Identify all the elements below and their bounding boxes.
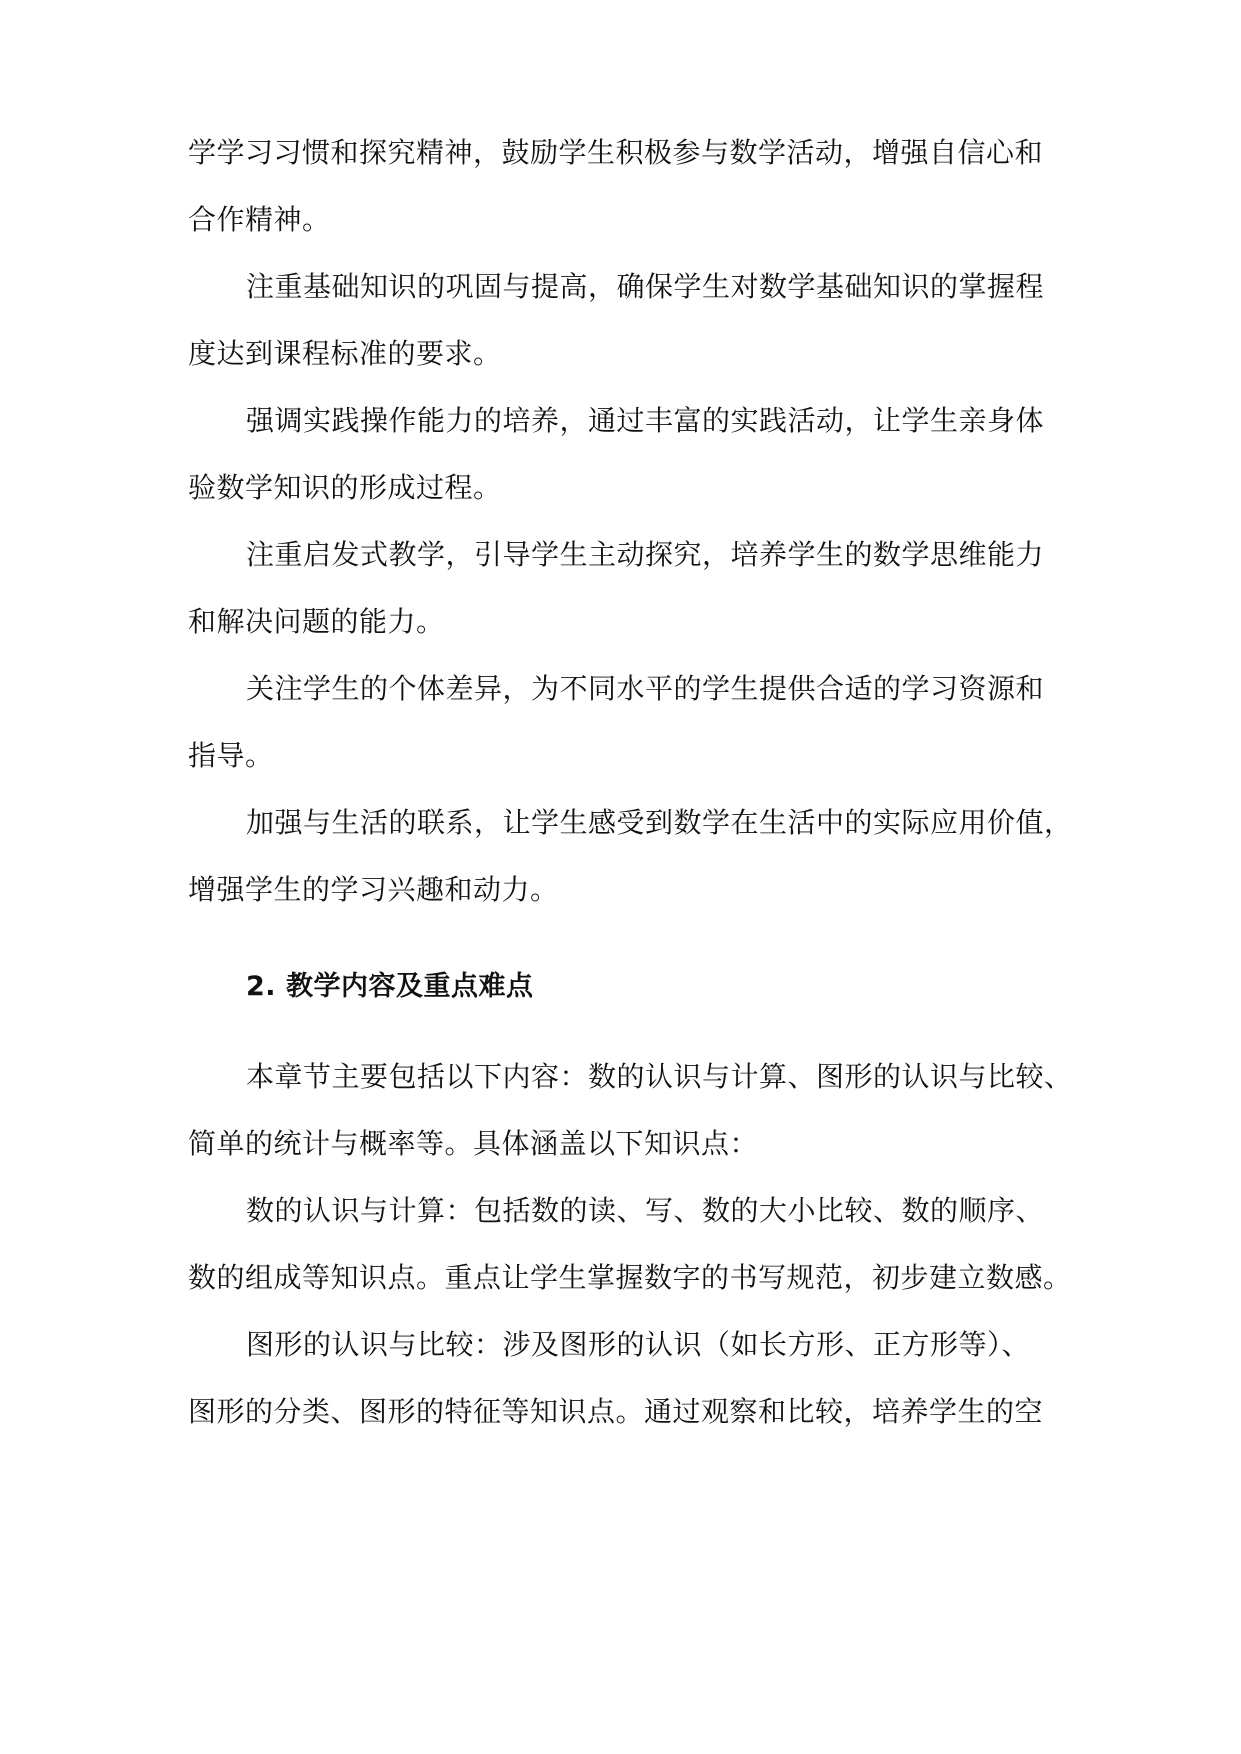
text-line: 增强学生的学习兴趣和动力。 bbox=[188, 873, 559, 906]
text-line: 简单的统计与概率等。具体涵盖以下知识点： bbox=[188, 1127, 759, 1160]
text-line: 数的认识与计算：包括数的读、写、数的大小比较、数的顺序、 bbox=[246, 1194, 1045, 1227]
text-line: 本章节主要包括以下内容：数的认识与计算、图形的认识与比较、 bbox=[246, 1060, 1073, 1093]
text-line: 验数学知识的形成过程。 bbox=[188, 471, 502, 504]
text-line: 关注学生的个体差异，为不同水平的学生提供合适的学习资源和 bbox=[246, 672, 1045, 705]
text-line: 和解决问题的能力。 bbox=[188, 605, 445, 638]
text-line: 加强与生活的联系，让学生感受到数学在生活中的实际应用价值， bbox=[246, 806, 1073, 839]
text-line: 指导。 bbox=[188, 739, 274, 772]
text-line: 注重基础知识的巩固与提高，确保学生对数学基础知识的掌握程 bbox=[246, 270, 1045, 303]
text-line: 度达到课程标准的要求。 bbox=[188, 337, 502, 370]
text-line: 强调实践操作能力的培养，通过丰富的实践活动，让学生亲身体 bbox=[246, 404, 1045, 437]
text-line: 注重启发式教学，引导学生主动探究，培养学生的数学思维能力 bbox=[246, 538, 1045, 571]
text-line: 图形的分类、图形的特征等知识点。通过观察和比较，培养学生的空 bbox=[188, 1395, 1044, 1428]
text-line: 合作精神。 bbox=[188, 203, 331, 236]
text-line: 数的组成等知识点。重点让学生掌握数字的书写规范，初步建立数感。 bbox=[188, 1261, 1072, 1294]
section-heading: 2. 教学内容及重点难点 bbox=[246, 971, 534, 1002]
text-line: 学学习习惯和探究精神，鼓励学生积极参与数学活动，增强自信心和 bbox=[188, 136, 1044, 169]
text-line: 图形的认识与比较：涉及图形的认识（如长方形、正方形等）、 bbox=[246, 1328, 1031, 1361]
